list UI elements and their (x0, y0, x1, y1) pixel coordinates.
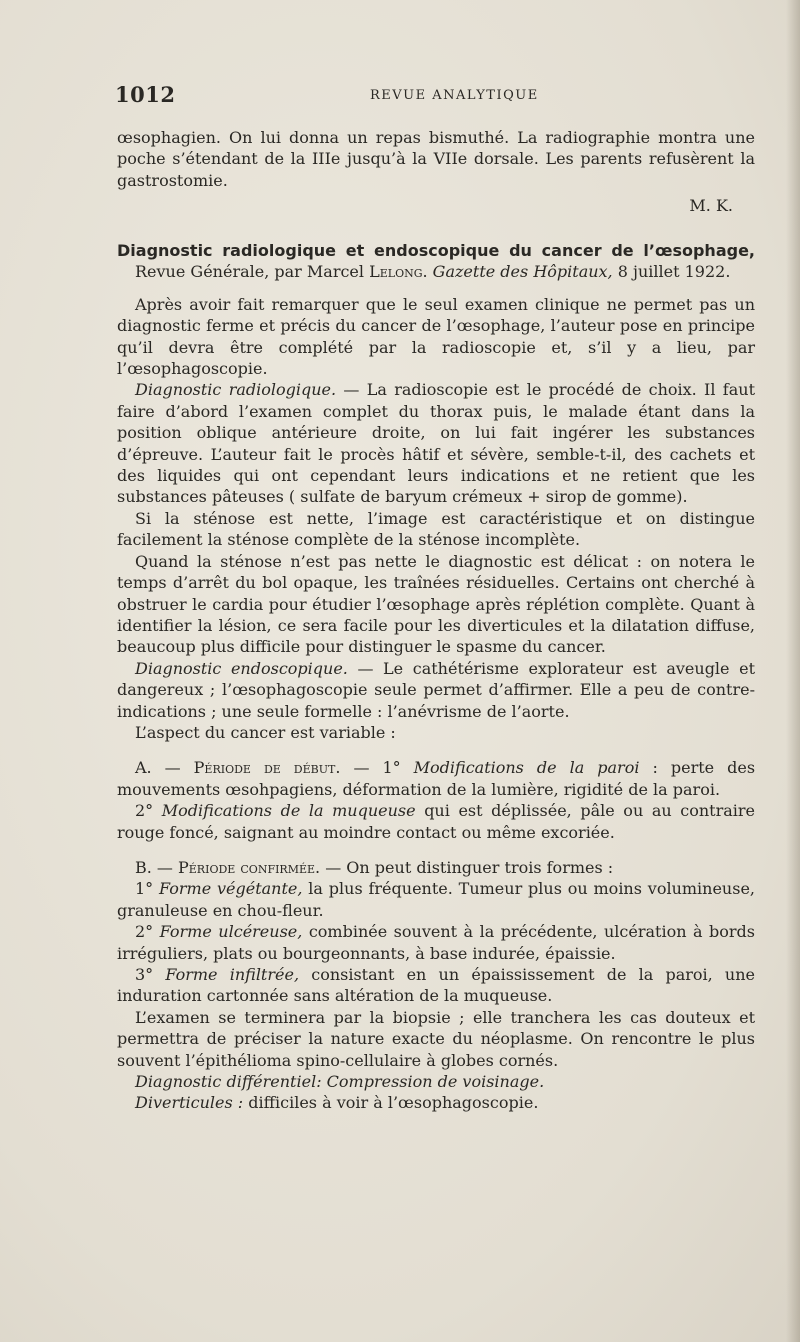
page-header (115, 82, 755, 112)
period-b-prefix: B. — (135, 857, 179, 877)
article-date: 8 juillet 1922. (612, 262, 731, 282)
paragraph-differentiel (117, 1071, 755, 1092)
b3-sub: Forme infiltrée, (165, 965, 300, 984)
section-label-radiologique: Diagnostic radiologique. (135, 380, 337, 400)
section-text-radiologique: — La radioscopie est le procédé de choix. Il faut faire d’abord l’examen complet du thorax puis, le malade étant dans la position oblique antérieure droite, on lui fait ingérer les substances d’épreuve. L’auteur fait le procès hâtif et sévère, semble-t-il, des cachets et des liquides qui ont cependant leurs indications et ne retient que les substances pâteuses ( sulfate de baryum crémeux + sirop de gomme). (117, 380, 756, 507)
period-a-label: Période de début. (193, 758, 341, 778)
diverticules-text: difficiles à voir à l’œsophagoscopie. (243, 1093, 539, 1113)
article-heading (117, 240, 755, 283)
b3-prefix: 3° (135, 965, 166, 984)
paragraph-forme-infiltree (117, 964, 755, 1007)
a2-sub: Modifications de la muqueuse (161, 801, 416, 821)
page-number: 1012 (115, 82, 176, 107)
period-a-text: : perte des mouvements œsohpagiens, déformation de la lumière, rigidité de la paroi. (117, 758, 756, 799)
article (117, 240, 755, 1114)
b2-text: combinée souvent à la précédente, ulcération à bords irréguliers, plats ou bourgeonnants, à base indurée, épaissie. (117, 922, 755, 963)
article-author: Lelong (369, 262, 423, 282)
b2-prefix: 2° (135, 922, 160, 942)
paragraph-radiologique (117, 379, 755, 507)
article-journal: Gazette des Hôpitaux, (432, 262, 613, 282)
running-head: REVUE ANALYTIQUE (370, 88, 539, 103)
paragraph-forme-vegetante (117, 878, 755, 921)
b1-prefix: 1° (135, 879, 160, 899)
b2-sub: Forme ulcéreuse, (159, 922, 303, 942)
paragraph-intro: Après avoir fait remarquer que le seul examen clinique ne permet pas un diagnostic ferme et précis du cancer de l’œsophage, l’auteur pose en principe qu’il devra être complété par la radioscopie et, s’il y a lieu, par l’œsophagoscopie. (117, 294, 755, 379)
previous-article-end (117, 127, 755, 217)
paragraph-stenose-nette: Si la sténose est nette, l’image est caractéristique et on distingue facilement la sténose complète de la sténose incomplète. (117, 508, 755, 550)
paragraph-stenose-delicate: Quand la sténose n’est pas nette le diagnostic est délicat : on notera le temps d’arrêt du bol opaque, les traînées résiduelles. Certains ont cherché à obstruer le cardia pour étudier l’œsophage après réplétion complète. Quant à identifier la lésion, ce sera facile pour les diverticules et la dilatation diffuse, beaucoup plus difficile pour distinguer le spasme du cancer. (117, 551, 755, 657)
b1-sub: Forme végétante, (159, 879, 303, 899)
paragraph-muqueuse (117, 800, 755, 843)
period-a-sub: Modifications de la paroi (413, 758, 640, 778)
paragraph-endoscopique (117, 658, 755, 722)
b3-text: consistant en un épaississement de la paroi, une induration cartonnée sans altération de la muqueuse. (117, 965, 755, 1006)
article-source-mid: . (422, 262, 433, 282)
section-label-endoscopique: Diagnostic endoscopique. (135, 658, 348, 678)
page-edge-shadow (786, 0, 800, 1342)
section-text-endoscopique: — Le cathétérisme explorateur est aveugle et dangereux ; l’œsophagoscopie seule permet d’affirmer. Elle a peu de contre-indications ; une seule formelle : l’anévrisme de l’aorte. (117, 658, 756, 721)
previous-article-text: œsophagien. On lui donna un repas bismuthé. La radiographie montra une poche s’étendant de la IIIe jusqu’à la VIIe dorsale. Les parents refusèrent la gastrostomie. (117, 128, 755, 190)
period-a-prefix: A. — (135, 758, 194, 778)
paragraph-forme-ulcereuse (117, 921, 755, 964)
differentiel-label: Diagnostic différentiel: (135, 1072, 322, 1092)
a2-prefix: 2° (135, 801, 162, 821)
diverticules-label: Diverticules : (135, 1093, 244, 1113)
differentiel-text: Compression de voisinage. (321, 1072, 545, 1092)
paragraph-aspect: L’aspect du cancer est variable : (135, 722, 396, 742)
article-title: Diagnostic radiologique et endoscopique du cancer de l’œsophage, (117, 241, 755, 260)
b1-text: la plus fréquente. Tumeur plus ou moins volumineuse, granuleuse en chou-fleur. (117, 879, 756, 920)
paragraph-periode-confirmee (117, 857, 755, 878)
a2-text: qui est déplissée, pâle ou au contraire rouge foncé, saignant au moindre contact ou même excoriée. (117, 801, 756, 842)
paragraph-diverticules (117, 1092, 755, 1113)
period-b-text: — On peut distinguer trois formes : (320, 857, 614, 877)
paragraph-periode-debut (117, 757, 755, 800)
paragraph-biopsie: L’examen se terminera par la biopsie ; elle tranchera les cas douteux et permettra de préciser la nature exacte du néoplasme. On rencontre le plus souvent l’épithélioma spino-cellulaire à globes cornés. (117, 1007, 755, 1070)
article-source-pre: Revue Générale, par Marcel (135, 262, 370, 282)
period-a-mid: — 1° (340, 758, 414, 778)
signature: M. K. (689, 196, 733, 216)
period-b-label: Période confirmée. (178, 857, 321, 877)
